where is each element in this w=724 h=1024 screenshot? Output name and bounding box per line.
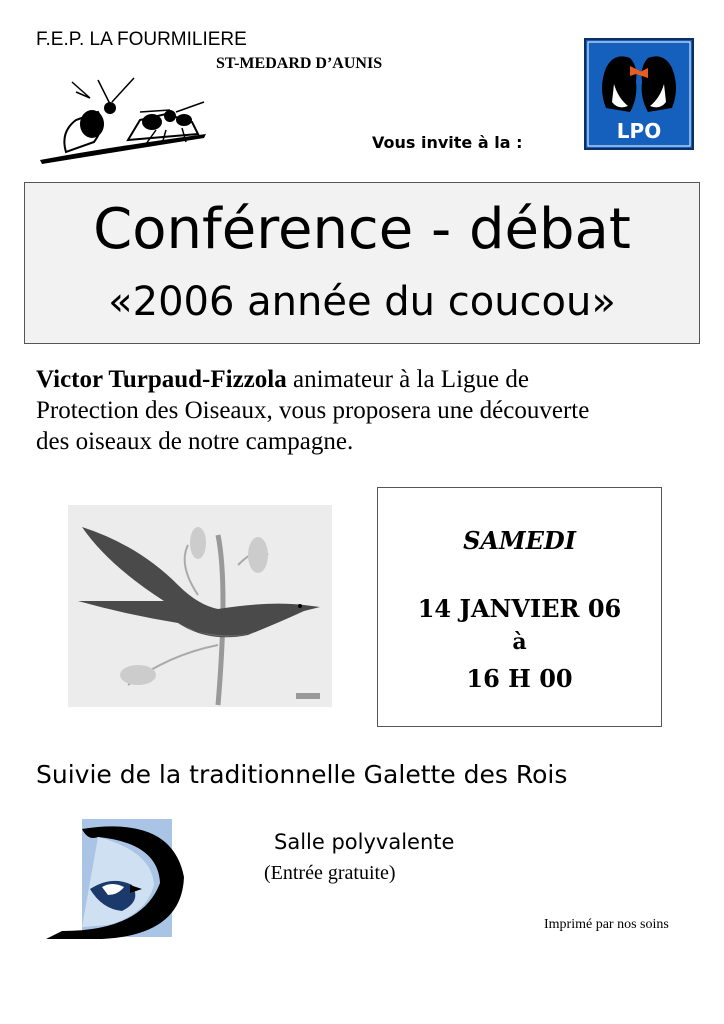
venue-hall: Salle polyvalente <box>274 830 455 854</box>
description <box>36 364 696 457</box>
conference-title: Conférence - débat <box>93 197 631 262</box>
printed-note: Imprimé par nos soins <box>544 917 669 932</box>
speaker-name: Victor Turpaud-Fizzola <box>36 366 287 393</box>
event-day: SAMEDI <box>463 526 576 555</box>
event-at: à <box>512 629 527 655</box>
organization-name: F.E.P. LA FOURMILIERE <box>36 29 247 50</box>
entry-free: (Entrée gratuite) <box>264 862 396 884</box>
community-bird-logo <box>42 815 188 941</box>
description-line2: Protection des Oiseaux, vous proposera une découverte <box>36 397 590 424</box>
title-box <box>24 182 700 344</box>
event-date: 14 JANVIER 06 <box>417 594 622 623</box>
organization-town: ST-MEDARD D’AUNIS <box>216 55 383 72</box>
description-line1: animateur à la Ligue de <box>286 366 529 393</box>
description-line3: des oiseaux de notre campagne. <box>36 428 354 455</box>
cuckoo-illustration <box>68 505 332 707</box>
conference-subtitle: «2006 année du coucou» <box>108 279 616 325</box>
lpo-logo-text: LPO <box>616 119 662 143</box>
date-box <box>377 487 662 727</box>
invitation-text: Vous invite à la : <box>372 133 523 152</box>
event-time: 16 H 00 <box>466 664 573 693</box>
ant-logo <box>36 72 210 164</box>
lpo-puffin-logo <box>584 38 694 150</box>
galette-note: Suivie de la traditionnelle Galette des Rois <box>36 760 568 789</box>
